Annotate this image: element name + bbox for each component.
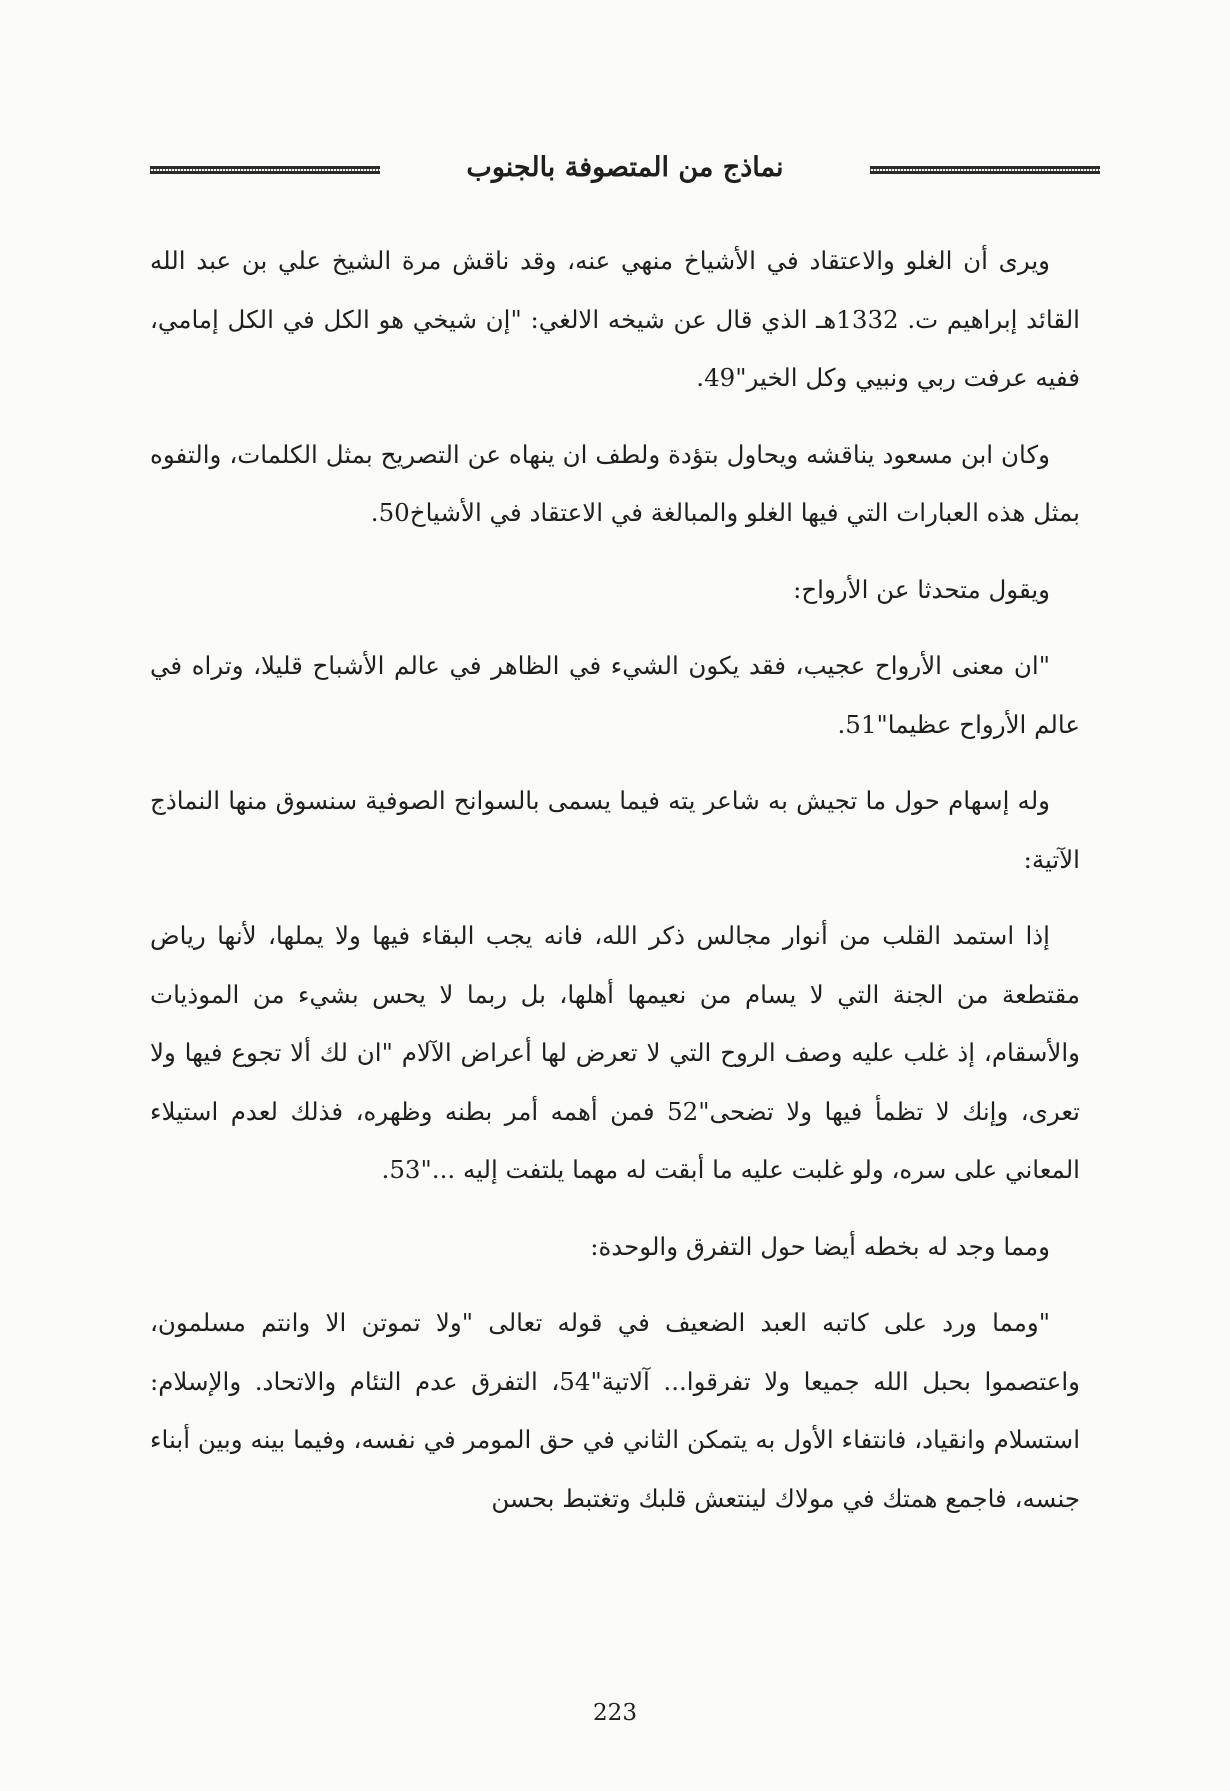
header-title: نماذج من المتصوفة بالجنوب bbox=[466, 152, 784, 183]
paragraph-6: إذا استمد القلب من أنوار مجالس ذكر الله، فانه يجب البقاء فيها ولا يملها، لأنها رياض مقتطعة من الجنة التي لا يسام من نعيمها أهلها، بل ربما لا يحس بشيء من الموذيات والأسقام، إذ غلب عليه وصف الروح التي لا تعرض لها أعراض الآلام "ان لك ألا تجوع فيها ولا تعرى، وإنك لا تظمأ فيها ولا تضحى"52 فمن أهمه أمر بطنه وظهره، فذلك لعدم استيلاء المعاني على سره، ولو غلبت عليه ما أبقت له مهما يلتفت إليه ..."53. bbox=[150, 921, 1080, 1184]
page-body bbox=[150, 232, 1080, 1528]
header-rule-right bbox=[870, 166, 1100, 174]
paragraph-7: ومما وجد له بخطه أيضا حول التفرق والوحدة: bbox=[590, 1231, 1050, 1261]
paragraph-3: ويقول متحدثا عن الأرواح: bbox=[793, 574, 1050, 604]
paragraph-5: وله إسهام حول ما تجيش به شاعر يته فيما يسمى بالسوانح الصوفية سنسوق منها النماذج الآتية: bbox=[150, 786, 1080, 874]
page-number: 223 bbox=[593, 1700, 637, 1726]
paragraph-8-quote: "ومما ورد على كاتبه العبد الضعيف في قوله تعالى "ولا تموتن الا وانتم مسلمون، واعتصموا بحبل الله جميعا ولا تفرقوا... آلاتية"54، التفرق عدم التئام والاتحاد. والإسلام: استسلام وانقياد، فانتفاء الأول به يتمكن الثاني في حق المومر في نفسه، وفيما بينه وبين أبناء جنسه، فاجمع همتك في مولاك لينتعش قلبك وتغتبط بحسن bbox=[150, 1308, 1080, 1513]
header-rule-left bbox=[150, 166, 380, 174]
paragraph-2: وكان ابن مسعود يناقشه ويحاول بتؤدة ولطف ان ينهاه عن التصريح بمثل الكلمات، والتفوه بمثل هذه العبارات التي فيها الغلو والمبالغة في الاعتقاد في الأشياخ50. bbox=[150, 439, 1080, 527]
paragraph-4-quote: "ان معنى الأرواح عجيب، فقد يكون الشيء في الظاهر في عالم الأشباح قليلا، وتراه في عالم الأرواح عظيما"51. bbox=[150, 651, 1080, 739]
running-header bbox=[150, 150, 1100, 190]
paragraph-1: ويرى أن الغلو والاعتقاد في الأشياخ منهي عنه، وقد ناقش مرة الشيخ علي بن عبد الله القائد إبراهيم ت. 1332هـ الذي قال عن شيخه الالغي: "إن شيخي هو الكل في الكل إمامي، ففيه عرفت ربي ونبيي وكل الخير"49. bbox=[150, 246, 1080, 392]
